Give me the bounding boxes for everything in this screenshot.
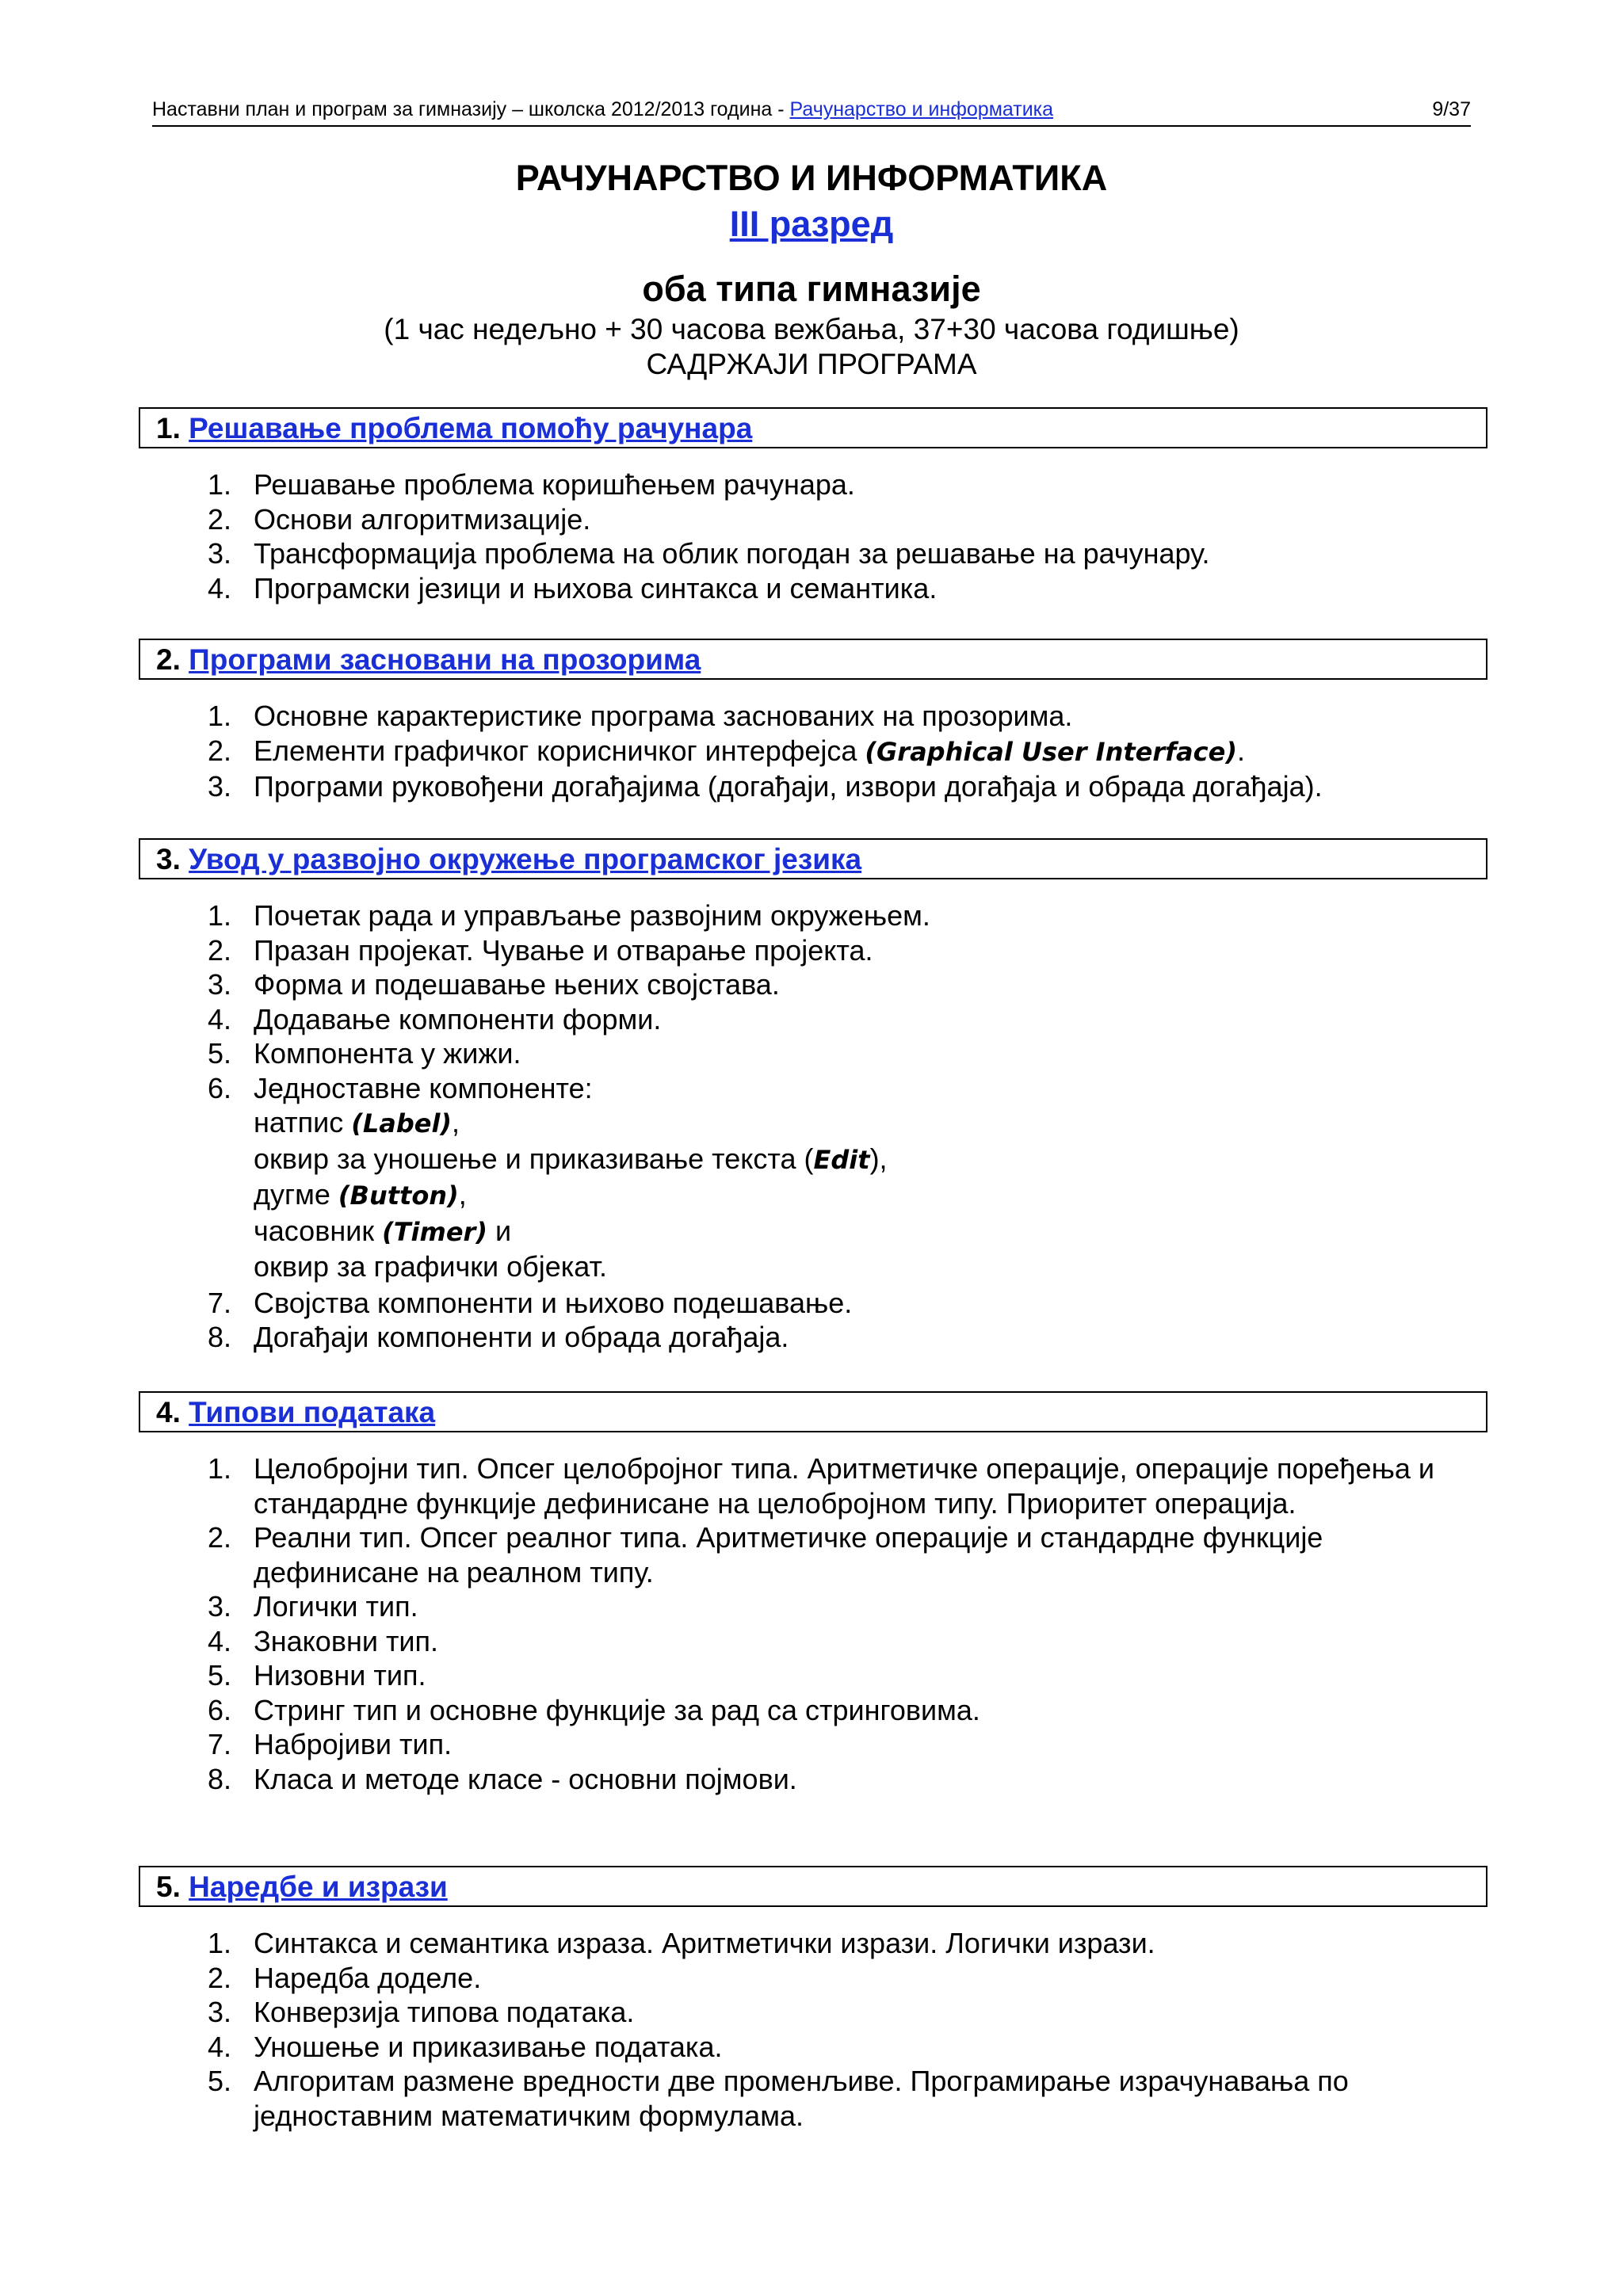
list-item-text: Додавање компоненти форми. xyxy=(254,1002,662,1035)
grade-title xyxy=(0,201,1623,247)
list-item xyxy=(206,734,1442,770)
list-item-text: Програми руковођени догађајима (догађаји, извори догађаја и обрада догађаја). xyxy=(254,770,1323,803)
list-item-text: Трансформација проблема на облик погодан за решавање на рачунару. xyxy=(254,537,1210,570)
section-header xyxy=(139,1866,1487,1907)
list-item-number: 2. xyxy=(207,1961,231,1994)
page-number: 9/37 xyxy=(1432,98,1471,120)
list-item xyxy=(206,1002,1442,1037)
list-item-number: 6. xyxy=(207,1693,231,1726)
list-item-text: Стринг тип и основне функције за рад са стринговима. xyxy=(254,1693,980,1726)
list-item-text: Почетак рада и управљање развојним окружењем. xyxy=(254,899,930,932)
subitem-emphasis: (Timer) xyxy=(382,1216,487,1247)
page-header xyxy=(152,93,1471,127)
list-item-number: 5. xyxy=(207,1659,231,1691)
section-title-link[interactable]: Типови података xyxy=(189,1396,436,1428)
list-item xyxy=(206,967,1442,1002)
list-item-number: 2. xyxy=(207,502,231,536)
list-item-number: 2. xyxy=(207,933,231,967)
list-item xyxy=(206,699,1442,734)
list-item-number: 1. xyxy=(207,700,231,732)
list-item xyxy=(206,1658,1442,1693)
list-item-number: 1. xyxy=(207,468,231,501)
list-item-text: Компонента у жижи. xyxy=(254,1037,521,1070)
list-item xyxy=(206,571,1442,606)
grade-link[interactable]: III разред xyxy=(729,204,894,244)
list-item-text: Форма и подешавање њених својстава. xyxy=(254,968,780,1001)
list-item xyxy=(206,1926,1442,1961)
list-item xyxy=(206,536,1442,571)
list-item-text: Својства компоненти и њихово подешавање. xyxy=(254,1286,853,1319)
list-subitem xyxy=(206,1142,1442,1178)
list-item-text: Основне карактеристике програма заснованих на прозорима. xyxy=(254,700,1073,732)
section-number: 3. xyxy=(156,843,181,875)
list-item-text: Наредба доделе. xyxy=(254,1961,482,1994)
section-number: 5. xyxy=(156,1871,181,1903)
list-item-number: 3. xyxy=(207,1590,231,1623)
section-title-link[interactable]: Увод у развојно окружење програмског језика xyxy=(189,843,862,875)
list-item-text: Синтакса и семантика израза. Аритметички изрази. Логички изрази. xyxy=(254,1927,1155,1959)
list-item-number: 4. xyxy=(207,571,231,605)
list-item-number: 5. xyxy=(207,2065,231,2097)
section-list xyxy=(206,467,1442,605)
list-item-number: 4. xyxy=(207,1624,231,1657)
list-item xyxy=(206,1451,1442,1520)
list-item-text: Елементи графичког корисничког интерфејса xyxy=(254,734,865,767)
section-title-link[interactable]: Програми засновани на прозорима xyxy=(189,643,701,676)
subitem-text: и xyxy=(487,1214,512,1247)
list-item xyxy=(206,1589,1442,1624)
section-header xyxy=(139,407,1487,448)
list-item-text: Програмски језици и њихова синтакса и семантика. xyxy=(254,571,938,605)
list-item-text: Основи алгоритмизације. xyxy=(254,502,591,536)
list-item-text: Знаковни тип. xyxy=(254,1624,439,1657)
list-item-text: Целобројни тип. Опсег целобројног типа. Аритметичке операције, операције поређења и стандардне функције дефинисане на целобројном типу. Приоритет операција. xyxy=(254,1452,1434,1520)
list-item-number: 2. xyxy=(207,1521,231,1554)
list-item xyxy=(206,1286,1442,1321)
subitem-text: , xyxy=(452,1106,460,1138)
list-item xyxy=(206,1762,1442,1797)
subitem-emphasis: (Button) xyxy=(338,1180,459,1211)
list-item-number: 7. xyxy=(207,1728,231,1760)
subitem-emphasis: (Label) xyxy=(351,1108,453,1138)
subitem-text: ), xyxy=(869,1142,888,1175)
list-item-number: 3. xyxy=(207,770,231,803)
section-header xyxy=(139,1391,1487,1432)
section-title-link[interactable]: Решавање проблема помоћу рачунара xyxy=(189,412,753,444)
list-item-text: Реални тип. Опсег реалног типа. Аритметичке операције и стандардне функције дефинисане на реалном типу. xyxy=(254,1521,1323,1589)
subitem-text: оквир за графички објекат. xyxy=(254,1250,608,1283)
contents-heading: САДРЖАЈИ ПРОГРАМА xyxy=(646,348,977,380)
list-item-text: Алгоритам размене вредности две променљиве. Програмирање израчунавања по једноставним математичким формулама. xyxy=(254,2065,1349,2132)
section-header xyxy=(139,639,1487,680)
list-item-number: 3. xyxy=(207,537,231,570)
list-item xyxy=(206,1036,1442,1071)
school-type-title: оба типа гимназије xyxy=(642,269,981,309)
list-item-text: . xyxy=(1236,734,1245,767)
header-link[interactable]: Рачунарство и информатика xyxy=(789,98,1054,120)
section-title-link[interactable]: Наредбе и изрази xyxy=(189,1871,448,1903)
list-item-number: 4. xyxy=(207,2030,231,2063)
list-item xyxy=(206,502,1442,537)
section-number: 1. xyxy=(156,412,181,444)
list-item-text: Низовни тип. xyxy=(254,1659,426,1691)
list-item-text: Решавање проблема коришћењем рачунара. xyxy=(254,468,855,501)
list-item xyxy=(206,2064,1442,2133)
list-item-number: 7. xyxy=(207,1286,231,1319)
list-item-number: 3. xyxy=(207,968,231,1001)
list-subitem xyxy=(206,1177,1442,1214)
list-item-number: 6. xyxy=(207,1071,231,1104)
list-item-text: Конверзија типова података. xyxy=(254,1996,635,2028)
subitem-emphasis: Edit xyxy=(813,1144,870,1175)
list-item-number: 1. xyxy=(207,1927,231,1959)
list-item xyxy=(206,1320,1442,1355)
list-item-number: 1. xyxy=(207,1452,231,1485)
subitem-text: оквир за уношење и приказивање текста ( xyxy=(254,1142,814,1175)
list-item-text: Догађаји компоненти и обрада догађаја. xyxy=(254,1321,789,1353)
list-item-number: 1. xyxy=(207,899,231,932)
list-subitem xyxy=(206,1105,1442,1142)
list-item xyxy=(206,467,1442,502)
section-list xyxy=(206,898,1442,1355)
subitem-text: натпис xyxy=(254,1106,352,1138)
list-item xyxy=(206,2030,1442,2065)
section-list xyxy=(206,1926,1442,2133)
list-item-number: 3. xyxy=(207,1996,231,2028)
section-header xyxy=(139,838,1487,879)
header-text: Наставни план и програм за гимназију – школска 2012/2013 година - Рачунарство и информатика xyxy=(152,98,1054,120)
list-item-text: Логички тип. xyxy=(254,1590,418,1623)
subitem-text: , xyxy=(458,1178,467,1211)
list-item-number: 4. xyxy=(207,1002,231,1035)
section-number: 4. xyxy=(156,1396,181,1428)
list-item-text: Једноставне компоненте: xyxy=(254,1071,593,1104)
list-item-emphasis: (Graphical User Interface) xyxy=(865,736,1237,767)
list-item xyxy=(206,898,1442,933)
list-item-number: 8. xyxy=(207,1321,231,1353)
subitem-text: часовник xyxy=(254,1214,383,1247)
list-subitem xyxy=(206,1249,1442,1286)
list-item-text: Класа и методе класе - основни појмови. xyxy=(254,1762,797,1795)
list-item-text: Набројиви тип. xyxy=(254,1728,453,1760)
list-item-text: Уношење и приказивање података. xyxy=(254,2030,723,2063)
list-item xyxy=(206,933,1442,968)
list-item xyxy=(206,1071,1442,1106)
list-item-number: 5. xyxy=(207,1037,231,1070)
section-list xyxy=(206,1451,1442,1796)
list-item xyxy=(206,1961,1442,1996)
list-subitem xyxy=(206,1214,1442,1250)
section-list xyxy=(206,699,1442,804)
list-item xyxy=(206,1727,1442,1762)
section-number: 2. xyxy=(156,643,181,676)
title-block xyxy=(0,155,1623,382)
list-item xyxy=(206,1624,1442,1659)
subitem-text: дугме xyxy=(254,1178,338,1211)
list-item-number: 8. xyxy=(207,1762,231,1795)
list-item-number: 2. xyxy=(207,734,231,767)
list-item xyxy=(206,769,1442,804)
list-item-text: Празан пројекат. Чување и отварање пројекта. xyxy=(254,933,873,967)
list-item xyxy=(206,1693,1442,1728)
page-title: РАЧУНАРСТВО И ИНФОРМАТИКА xyxy=(515,158,1108,198)
list-item xyxy=(206,1995,1442,2030)
hours-note: (1 час недељно + 30 часова вежбања, 37+30 часова годишње) xyxy=(384,313,1239,345)
list-item xyxy=(206,1520,1442,1589)
